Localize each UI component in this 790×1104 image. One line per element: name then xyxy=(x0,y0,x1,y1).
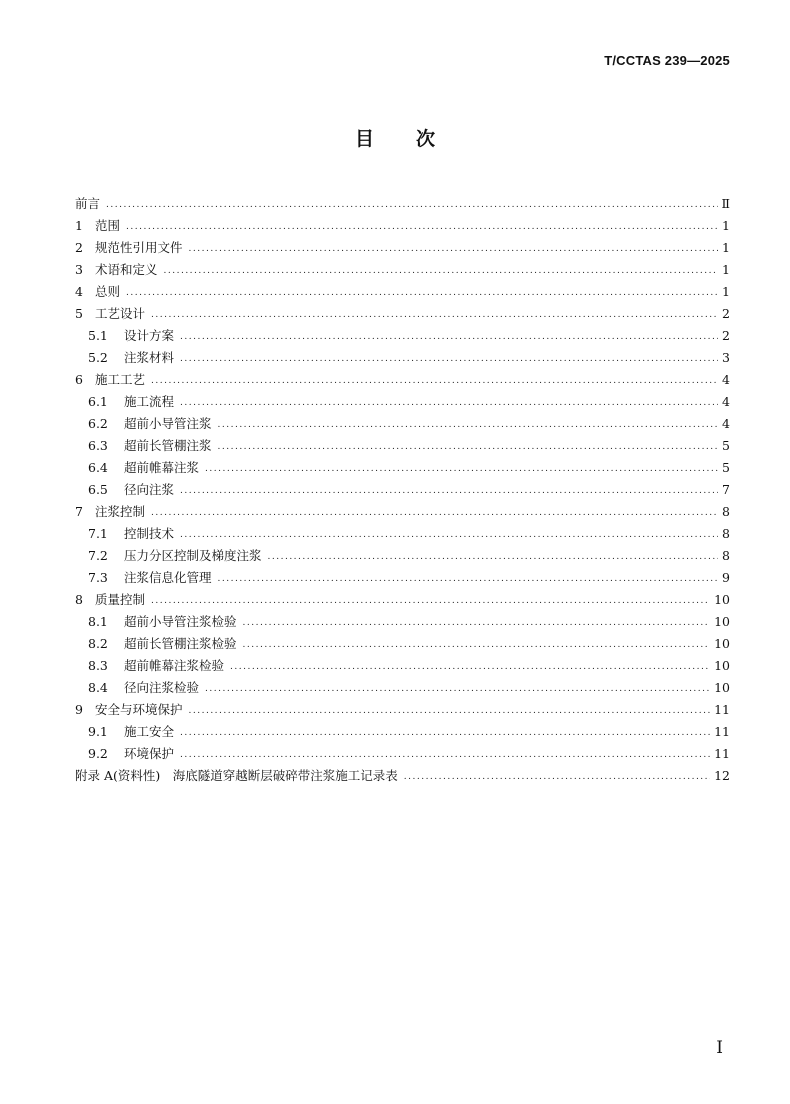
toc-entry-number: 4 xyxy=(75,284,83,299)
toc-entry[interactable] xyxy=(75,432,730,454)
toc-title-left: 目 xyxy=(354,128,374,150)
toc-entry-label: 超前长管棚注浆 xyxy=(124,438,212,453)
toc-entry-number: 9.1 xyxy=(88,724,108,739)
toc-entry-number: 2 xyxy=(75,240,83,255)
toc-entry[interactable] xyxy=(75,344,730,366)
toc-entry-label: 超前长管棚注浆检验 xyxy=(124,636,237,651)
toc-entry[interactable] xyxy=(75,498,730,520)
toc-entry[interactable] xyxy=(75,366,730,388)
toc-leader-dots xyxy=(205,462,718,476)
toc-leader-dots xyxy=(151,374,718,388)
toc-entry[interactable] xyxy=(75,256,730,278)
toc-entry-page: 12 xyxy=(714,768,730,783)
toc-entry[interactable] xyxy=(75,740,730,762)
toc-entry-page: 2 xyxy=(722,328,730,343)
toc-entry[interactable] xyxy=(75,476,730,498)
toc-entry-number: 3 xyxy=(75,262,83,277)
toc-entry-page: 5 xyxy=(722,460,730,475)
toc-leader-dots xyxy=(180,396,718,410)
toc-leader-dots xyxy=(151,594,710,608)
toc-leader-dots xyxy=(205,682,710,696)
toc-leader-dots xyxy=(164,264,718,278)
toc-entry-label: 注浆材料 xyxy=(124,350,175,365)
toc-leader-dots xyxy=(151,506,718,520)
toc-leader-dots xyxy=(151,308,718,322)
toc-entry-page: 2 xyxy=(722,306,730,321)
toc-entry[interactable] xyxy=(75,454,730,476)
toc-title xyxy=(0,124,790,151)
standard-code: T/CCTAS 239—2025 xyxy=(604,53,730,68)
toc-entry-number: 6.2 xyxy=(88,416,108,431)
toc-leader-dots xyxy=(243,638,711,652)
toc-entry-page: 1 xyxy=(722,284,730,299)
toc-entry-page: 4 xyxy=(722,394,730,409)
toc-entry[interactable] xyxy=(75,608,730,630)
toc-entry[interactable] xyxy=(75,278,730,300)
toc-entry[interactable] xyxy=(75,542,730,564)
toc-entry-page: 1 xyxy=(722,240,730,255)
toc-entry-label: 施工安全 xyxy=(124,724,175,739)
toc-entry-number: 6.3 xyxy=(88,438,108,453)
toc-entry-label: 施工工艺 xyxy=(95,372,146,387)
toc-entry-number: 5 xyxy=(75,306,83,321)
toc-entry-page: 10 xyxy=(714,614,730,629)
toc-leader-dots xyxy=(180,748,710,762)
toc-entry-label: 总则 xyxy=(95,284,121,299)
toc-entry-label: 超前帷幕注浆检验 xyxy=(124,658,225,673)
toc-entry-page: 4 xyxy=(722,416,730,431)
toc-entry-number: 7 xyxy=(75,504,83,519)
toc-entry[interactable] xyxy=(75,190,730,212)
toc-leader-dots xyxy=(180,726,710,740)
toc-entry-page: 1 xyxy=(722,218,730,233)
toc-leader-dots xyxy=(180,484,718,498)
toc-entry-number: 8.3 xyxy=(88,658,108,673)
toc-entry-label: 超前小导管注浆检验 xyxy=(124,614,237,629)
toc-leader-dots xyxy=(218,440,718,454)
toc-entry-page: 9 xyxy=(722,570,730,585)
toc-entry[interactable] xyxy=(75,212,730,234)
toc-leader-dots xyxy=(189,704,711,718)
toc-entry-label: 超前小导管注浆 xyxy=(124,416,212,431)
toc-entry[interactable] xyxy=(75,520,730,542)
toc-entry-label: 安全与环境保护 xyxy=(95,702,183,717)
toc-leader-dots xyxy=(126,220,718,234)
toc-entry-page: 3 xyxy=(722,350,730,365)
toc-entry-number: 8.2 xyxy=(88,636,108,651)
toc-entry-label: 控制技术 xyxy=(124,526,175,541)
toc-leader-dots xyxy=(189,242,718,256)
toc-entry-label: 工艺设计 xyxy=(95,306,146,321)
toc-entry-page: 11 xyxy=(714,724,730,739)
toc-entry-page: 8 xyxy=(722,526,730,541)
toc-leader-dots xyxy=(404,770,710,784)
toc-entry-number: 6.1 xyxy=(88,394,108,409)
toc-entry[interactable] xyxy=(75,762,730,784)
toc-entry-page: 10 xyxy=(714,636,730,651)
toc-entry-label: 规范性引用文件 xyxy=(95,240,183,255)
toc-entry-page: 10 xyxy=(714,592,730,607)
toc-entry-page: 5 xyxy=(722,438,730,453)
toc-entry-label: 设计方案 xyxy=(124,328,175,343)
toc-leader-dots xyxy=(218,418,718,432)
toc-entry-page: 7 xyxy=(722,482,730,497)
toc-entry-page: 8 xyxy=(722,548,730,563)
toc-entry-label: 前言 xyxy=(75,196,101,211)
toc-entry-label: 质量控制 xyxy=(95,592,146,607)
toc-entry-label: 注浆控制 xyxy=(95,504,146,519)
toc-entry[interactable] xyxy=(75,696,730,718)
toc-title-right: 次 xyxy=(416,128,436,150)
toc-entry[interactable] xyxy=(75,234,730,256)
toc-entry-page: 11 xyxy=(714,746,730,761)
toc-entry[interactable] xyxy=(75,586,730,608)
toc-entry[interactable] xyxy=(75,718,730,740)
toc-leader-dots xyxy=(180,528,718,542)
toc-entry[interactable] xyxy=(75,300,730,322)
toc-leader-dots xyxy=(218,572,718,586)
toc-entry-number: 9.2 xyxy=(88,746,108,761)
toc-entry-label: 径向注浆 xyxy=(124,482,175,497)
toc-entry-number: 5.1 xyxy=(88,328,108,343)
toc-entry-number: 6.4 xyxy=(88,460,108,475)
toc-entry-number: 8.4 xyxy=(88,680,108,695)
toc-entry-number: 6 xyxy=(75,372,83,387)
toc-entry-page: 8 xyxy=(722,504,730,519)
toc-leader-dots xyxy=(126,286,718,300)
toc-entry-number: 6.5 xyxy=(88,482,108,497)
toc-leader-dots xyxy=(180,352,718,366)
toc-entry-page: 10 xyxy=(714,680,730,695)
toc-entry-page: Ⅱ xyxy=(721,196,730,211)
toc-entry[interactable] xyxy=(75,564,730,586)
toc-entry-number: 8.1 xyxy=(88,614,108,629)
toc-entry-number: 1 xyxy=(75,218,83,233)
toc-entry-page: 4 xyxy=(722,372,730,387)
toc-leader-dots xyxy=(180,330,718,344)
toc-entry-page: 10 xyxy=(714,658,730,673)
toc-entry-label: 附录 A(资料性) 海底隧道穿越断层破碎带注浆施工记录表 xyxy=(75,768,398,783)
toc-entry[interactable] xyxy=(75,652,730,674)
toc-entry-label: 径向注浆检验 xyxy=(124,680,200,695)
toc-entry-number: 7.1 xyxy=(88,526,108,541)
toc-entry-number: 9 xyxy=(75,702,83,717)
page-number: I xyxy=(716,1038,723,1058)
toc-entry-number: 8 xyxy=(75,592,83,607)
toc-entry[interactable] xyxy=(75,630,730,652)
toc-entry[interactable] xyxy=(75,322,730,344)
toc-entry-label: 压力分区控制及梯度注浆 xyxy=(124,548,262,563)
toc-entry-number: 7.3 xyxy=(88,570,108,585)
toc-entry-label: 施工流程 xyxy=(124,394,175,409)
toc-entry[interactable] xyxy=(75,674,730,696)
toc-entry-label: 范围 xyxy=(95,218,121,233)
toc-list xyxy=(75,190,730,784)
toc-leader-dots xyxy=(106,198,717,212)
toc-leader-dots xyxy=(243,616,711,630)
toc-entry-label: 环境保护 xyxy=(124,746,175,761)
toc-entry-label: 超前帷幕注浆 xyxy=(124,460,200,475)
toc-entry-label: 注浆信息化管理 xyxy=(124,570,212,585)
toc-entry[interactable] xyxy=(75,388,730,410)
toc-entry-page: 11 xyxy=(714,702,730,717)
toc-leader-dots xyxy=(268,550,718,564)
toc-entry-number: 7.2 xyxy=(88,548,108,563)
toc-entry-page: 1 xyxy=(722,262,730,277)
toc-entry-number: 5.2 xyxy=(88,350,108,365)
toc-entry-label: 术语和定义 xyxy=(95,262,158,277)
toc-entry[interactable] xyxy=(75,410,730,432)
toc-leader-dots xyxy=(230,660,710,674)
